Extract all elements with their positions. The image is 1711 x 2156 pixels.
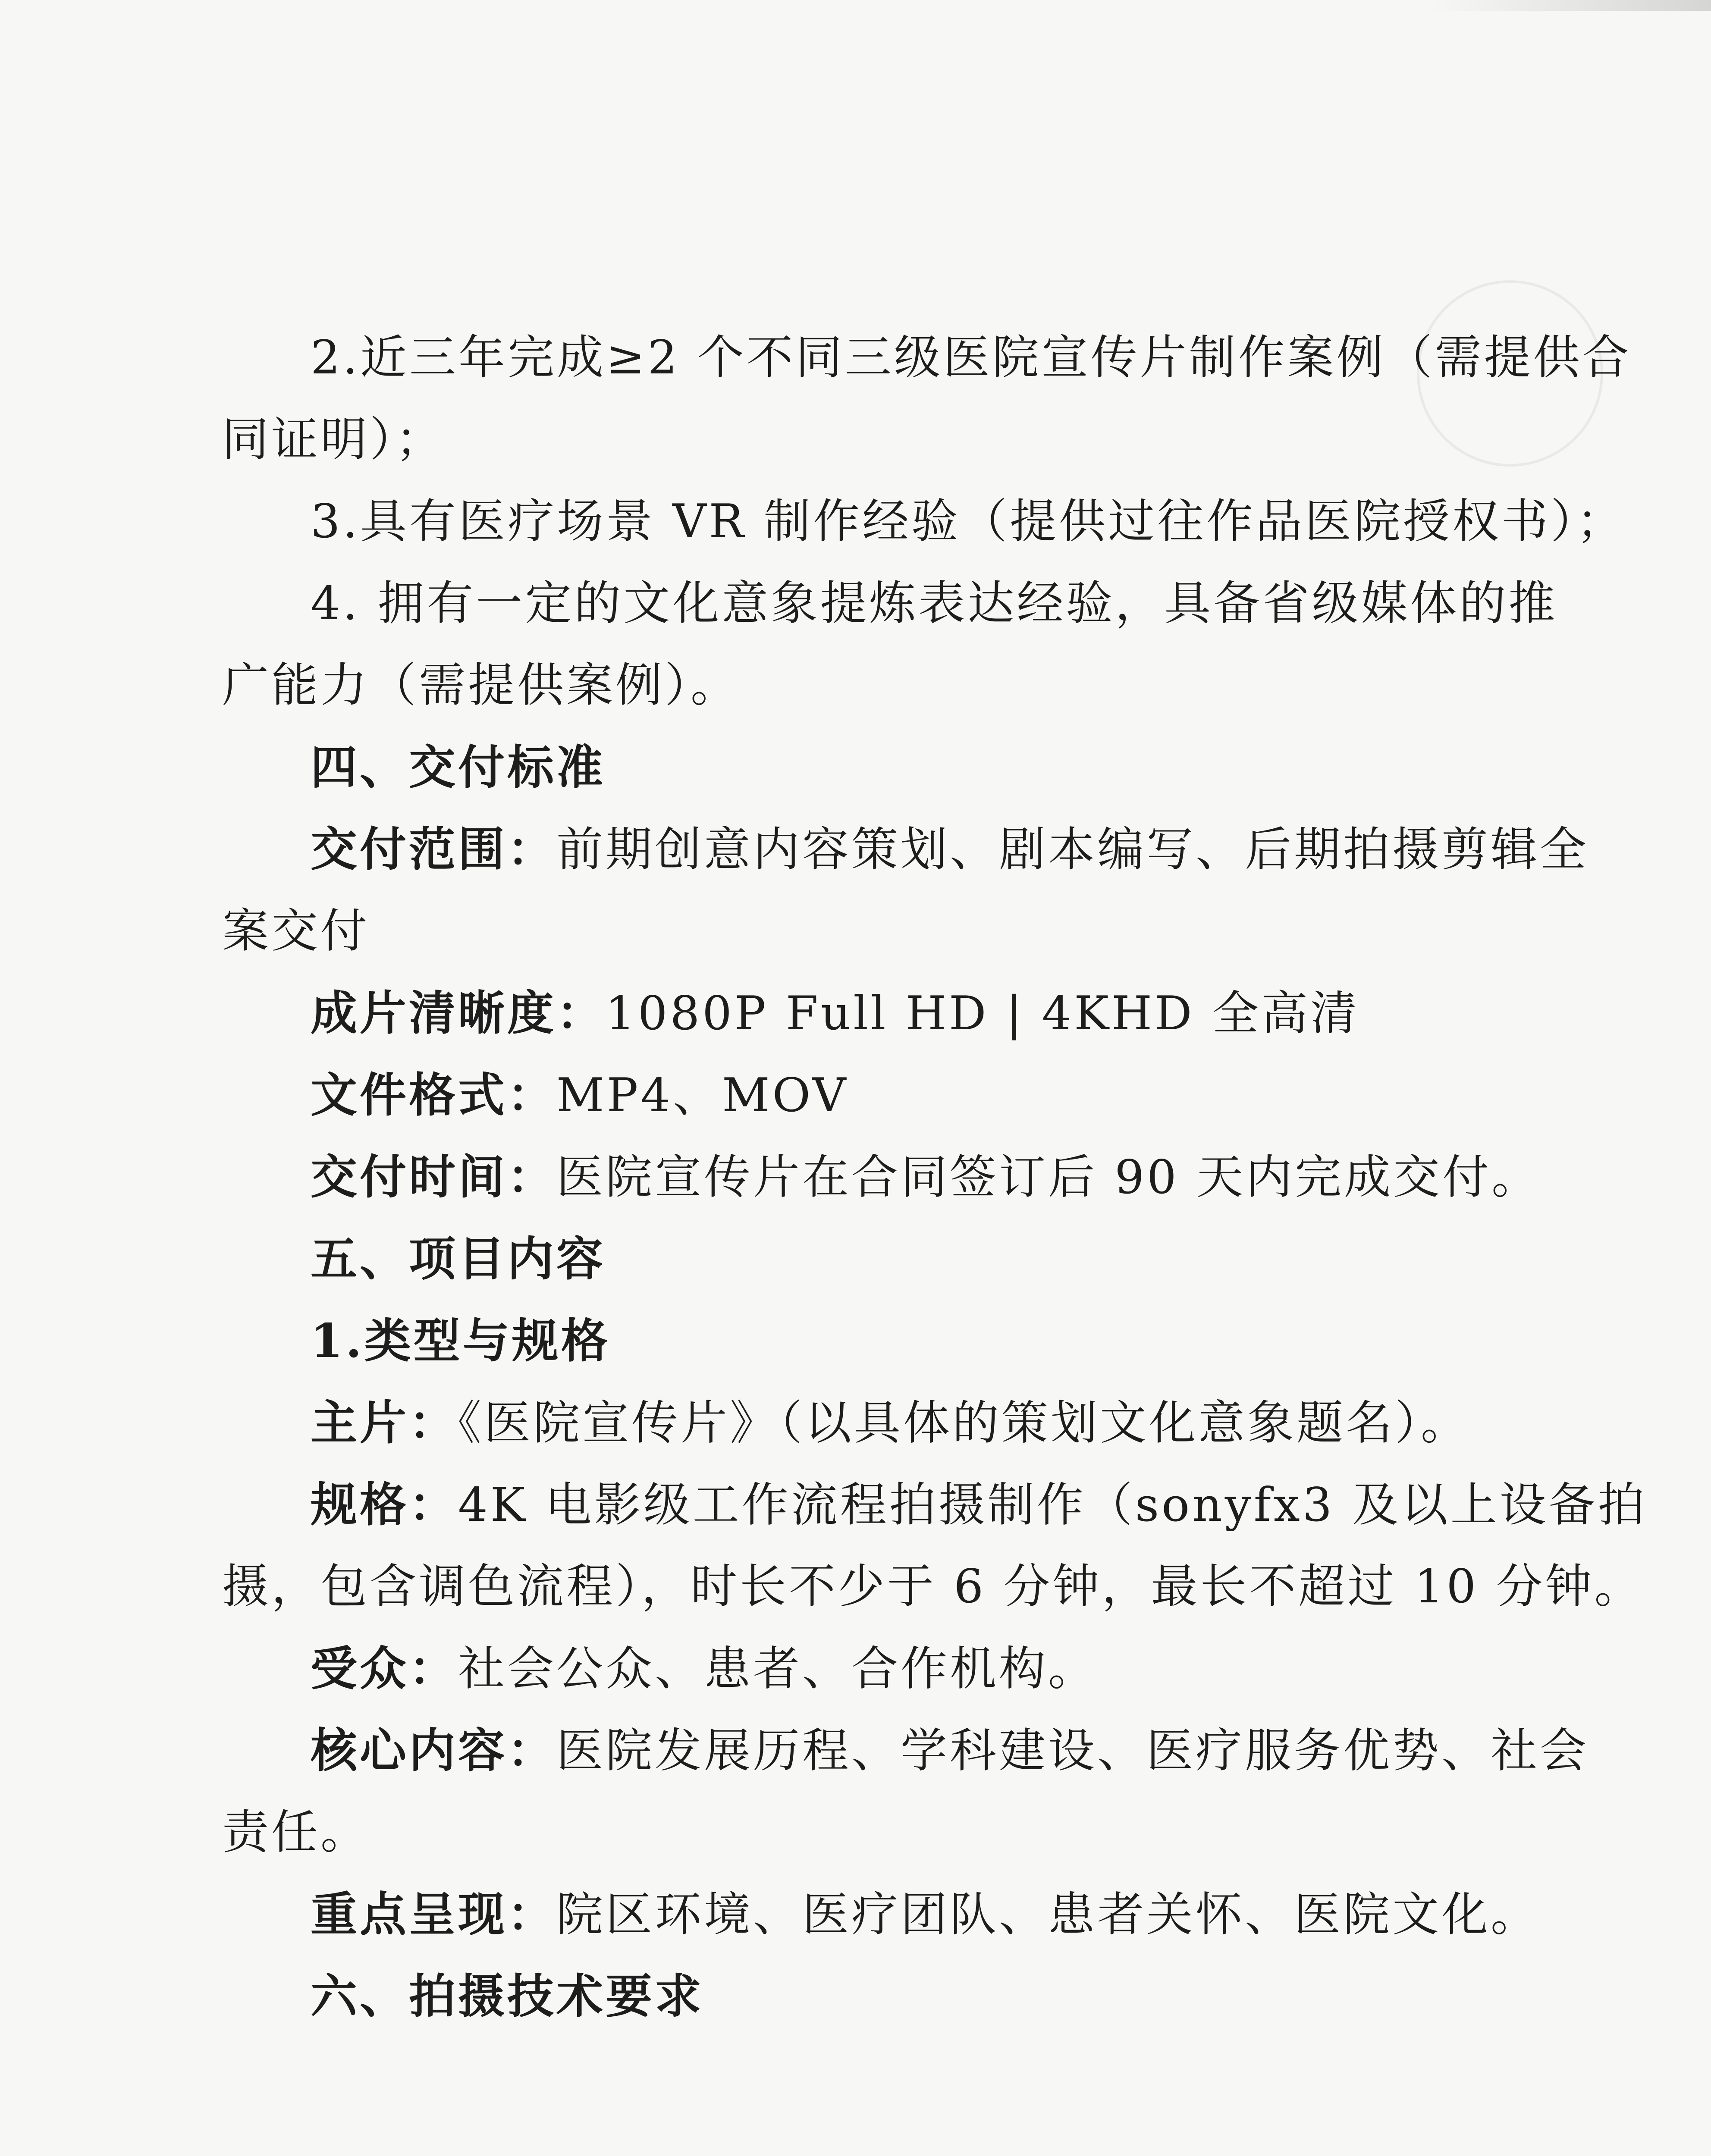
core-content-line — [311, 1720, 1589, 1781]
scan-edge-mark — [1431, 0, 1711, 11]
focus-text: 院区环境、医疗团队、患者关怀、医院文化。 — [556, 1888, 1540, 1942]
requirement-line-2: 2.近三年完成≥2 个不同三级医院宣传片制作案例（需提供合 — [311, 331, 1632, 385]
resolution-line — [311, 983, 1359, 1044]
audience-label: 受众： — [311, 1642, 458, 1696]
specification-label: 规格： — [311, 1478, 458, 1532]
requirement-line-4-continuation: 广能力（需提供案例）。 — [222, 658, 740, 712]
audience-text: 社会公众、患者、合作机构。 — [458, 1642, 1098, 1696]
section-heading-shooting-tech: 六、拍摄技术要求 — [311, 1969, 704, 2024]
core-content-continuation: 责任。 — [222, 1805, 370, 1859]
delivery-time-text: 医院宣传片在合同签订后 90 天内完成交付。 — [556, 1150, 1541, 1204]
requirement-line-2-continuation: 同证明）； — [222, 413, 445, 467]
delivery-scope-label: 交付范围： — [311, 822, 557, 877]
specification-line — [311, 1475, 1647, 1536]
file-format-text: MP4、MOV — [556, 1069, 849, 1122]
focus-line — [311, 1884, 1540, 1945]
resolution-label: 成片清晰度： — [311, 986, 606, 1040]
audience-line — [311, 1639, 1097, 1699]
delivery-time-line — [311, 1147, 1541, 1208]
file-format-line — [311, 1065, 848, 1126]
main-film-line — [311, 1393, 1470, 1454]
requirement-line-4: 4. 拥有一定的文化意象提炼表达经验，具备省级媒体的推 — [311, 577, 1558, 630]
focus-label: 重点呈现： — [311, 1887, 557, 1942]
specification-continuation: 摄，包含调色流程），时长不少于 6 分钟，最长不超过 10 分钟。 — [222, 1560, 1644, 1614]
file-format-label: 文件格式： — [311, 1068, 557, 1122]
core-content-label: 核心内容： — [311, 1724, 557, 1778]
subsection-heading-type-spec: 1.类型与规格 — [311, 1314, 610, 1368]
delivery-scope-continuation: 案交付 — [222, 904, 370, 958]
delivery-scope-line — [311, 819, 1589, 880]
resolution-text: 1080P Full HD | 4KHD 全高清 — [606, 987, 1360, 1040]
section-heading-project-content: 五、项目内容 — [311, 1232, 606, 1286]
main-film-text: 《医院宣传片》（以具体的策划文化意象题名）。 — [458, 1396, 1470, 1450]
main-film-label: 主片： — [311, 1396, 458, 1450]
specification-text: 4K 电影级工作流程拍摄制作（sonyfx3 及以上设备拍 — [458, 1478, 1647, 1532]
delivery-time-label: 交付时间： — [311, 1150, 557, 1204]
delivery-scope-text: 前期创意内容策划、剧本编写、后期拍摄剪辑全 — [556, 823, 1589, 877]
requirement-line-3: 3.具有医疗场景 VR 制作经验（提供过往作品医院授权书）； — [311, 495, 1626, 548]
section-heading-delivery: 四、交付标准 — [311, 740, 606, 795]
core-content-text: 医院发展历程、学科建设、医疗服务优势、社会 — [556, 1724, 1589, 1778]
